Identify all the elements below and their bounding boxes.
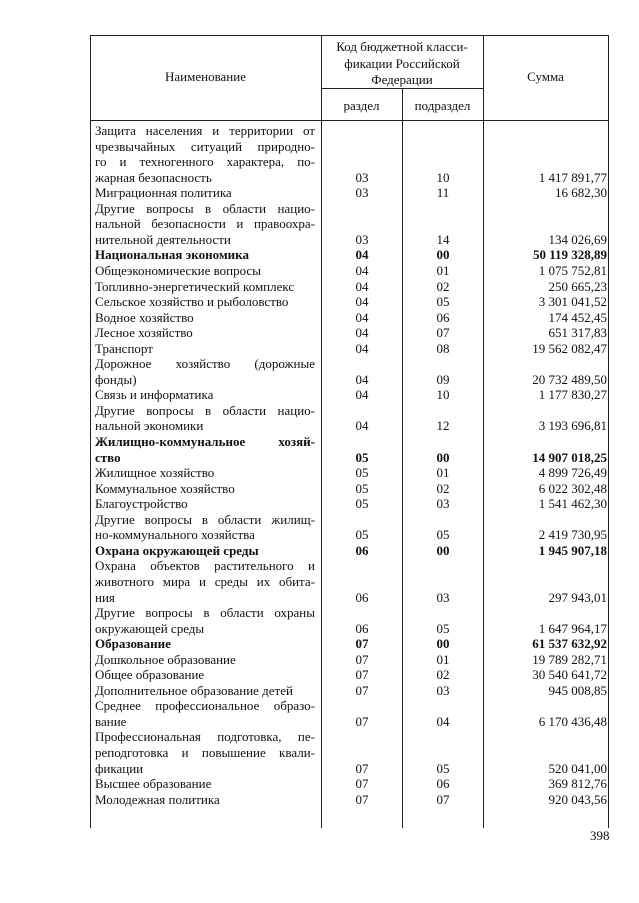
row-name-line: Другие вопросы в области нацио-	[95, 200, 315, 216]
row-name-line: Молодежная политика	[95, 791, 220, 807]
row-section: 06	[355, 589, 369, 605]
row-sum: 1 647 964,17	[538, 620, 607, 636]
row-sum: 3 301 041,52	[538, 294, 607, 310]
row-name-line: Водное хозяйство	[95, 309, 194, 325]
row-sum: 61 537 632,92	[532, 636, 607, 652]
row-sum: 19 562 082,47	[532, 340, 607, 356]
row-subsection: 07	[436, 325, 450, 341]
row-name-line: Защита населения и территории от	[95, 123, 315, 138]
row-subsection: 05	[436, 760, 450, 776]
row-sum: 520 041,00	[548, 760, 607, 776]
row-name-line: Другие вопросы в области охраны	[95, 605, 315, 621]
row-subsection: 00	[436, 247, 450, 263]
row-sum: 920 043,56	[548, 791, 607, 807]
row-name-line: Транспорт	[95, 340, 153, 356]
row-sum: 50 119 328,89	[532, 247, 607, 263]
header-section: раздел	[343, 98, 380, 113]
row-sum: 3 193 696,81	[538, 418, 607, 434]
row-sum: 1 417 891,77	[538, 169, 607, 185]
row-name-line: Сельское хозяйство и рыболовство	[95, 294, 289, 310]
row-name-line: нительной деятельности	[95, 231, 231, 247]
row-section: 07	[355, 651, 369, 667]
row-sum: 20 732 489,50	[532, 371, 607, 387]
table-top-border	[90, 35, 608, 36]
row-sum: 1 945 907,18	[538, 542, 607, 558]
row-name-line: Дорожное хозяйство (дорожные	[95, 356, 315, 372]
row-sum: 369 812,76	[548, 776, 607, 792]
row-section: 07	[355, 667, 369, 683]
row-section: 04	[355, 325, 369, 341]
row-subsection: 05	[436, 620, 450, 636]
row-section: 04	[355, 371, 369, 387]
row-name-line: ство	[95, 449, 121, 465]
row-name-line: Высшее образование	[95, 776, 212, 792]
row-subsection: 10	[436, 169, 450, 185]
row-name-line: Лесное хозяйство	[95, 325, 193, 341]
header-name: Наименование	[165, 69, 246, 84]
row-section: 05	[355, 527, 369, 543]
row-name-line: но-коммунального хозяйства	[95, 527, 255, 543]
row-section: 05	[355, 480, 369, 496]
row-name-line: чрезвычайных ситуаций природно-	[95, 138, 315, 154]
row-name-line: реподготовка и повышение квали-	[95, 745, 315, 760]
row-name-line: Связь и информатика	[95, 387, 214, 403]
page-number: 398	[590, 828, 610, 843]
row-name-line: Топливно-энергетический комплекс	[95, 278, 295, 294]
row-name-line: нальной экономики	[95, 418, 204, 434]
row-section: 06	[355, 620, 369, 636]
row-name-line: фонды)	[95, 371, 137, 387]
row-name-line: жарная безопасность	[95, 169, 212, 185]
row-name-line: Общее образование	[95, 667, 205, 683]
row-name-line: Среднее профессиональное образо-	[95, 698, 315, 714]
row-sum: 6 170 436,48	[538, 713, 607, 729]
row-subsection: 05	[436, 527, 450, 543]
row-section: 03	[355, 185, 369, 201]
row-name-line: Дошкольное образование	[95, 651, 236, 667]
row-name-line: Другие вопросы в области нацио-	[95, 402, 315, 418]
row-sum: 6 022 302,48	[538, 480, 607, 496]
row-name-line: нальной безопасности и правоохра-	[95, 216, 315, 232]
row-name-line: Благоустройство	[95, 496, 188, 512]
header-code-line-2: фикации Российской	[344, 56, 460, 71]
row-section: 04	[355, 294, 369, 310]
row-section: 05	[355, 496, 369, 512]
row-section: 07	[355, 713, 369, 729]
row-section: 05	[355, 465, 369, 481]
row-section: 04	[355, 387, 369, 403]
row-subsection: 08	[436, 340, 450, 356]
code-subheader-line	[321, 88, 483, 89]
row-subsection: 02	[436, 278, 450, 294]
row-section: 04	[355, 418, 369, 434]
row-name-line: Общеэкономические вопросы	[95, 262, 261, 278]
row-sum: 945 008,85	[548, 682, 607, 698]
row-subsection: 03	[436, 682, 450, 698]
header-code-line-3: Федерации	[371, 72, 433, 87]
row-subsection: 11	[436, 185, 450, 201]
row-name-line: Охрана объектов растительного и	[95, 558, 315, 574]
row-section: 07	[355, 776, 369, 792]
header-bottom-line	[90, 120, 608, 121]
row-sum: 1 177 830,27	[538, 387, 607, 403]
row-subsection: 01	[436, 262, 450, 278]
row-sum: 297 943,01	[548, 589, 607, 605]
row-section: 04	[355, 309, 369, 325]
row-section: 04	[355, 247, 369, 263]
row-subsection: 00	[436, 542, 450, 558]
row-section: 04	[355, 278, 369, 294]
row-name-line: Жилищное хозяйство	[95, 465, 215, 481]
row-sum: 1 541 462,30	[538, 496, 607, 512]
row-subsection: 03	[436, 589, 450, 605]
row-name-line: фикации	[95, 760, 144, 776]
row-subsection: 04	[436, 713, 450, 729]
row-subsection: 00	[436, 449, 450, 465]
row-subsection: 07	[436, 791, 450, 807]
row-subsection: 06	[436, 309, 450, 325]
row-section: 06	[355, 542, 369, 558]
row-name-line: Коммунальное хозяйство	[95, 480, 235, 496]
row-section: 04	[355, 262, 369, 278]
row-subsection: 02	[436, 667, 450, 683]
row-sum: 16 682,30	[555, 185, 607, 201]
row-sum: 1 075 752,81	[538, 262, 607, 278]
row-subsection: 06	[436, 776, 450, 792]
row-sum: 134 026,69	[548, 231, 607, 247]
row-subsection: 14	[436, 231, 450, 247]
row-sum: 30 540 641,72	[532, 667, 607, 683]
row-name-line: Миграционная политика	[95, 185, 232, 201]
row-section: 07	[355, 682, 369, 698]
row-section: 07	[355, 791, 369, 807]
row-name-line: Другие вопросы в области жилищ-	[95, 511, 315, 527]
row-subsection: 02	[436, 480, 450, 496]
row-section: 03	[355, 169, 369, 185]
row-section: 03	[355, 231, 369, 247]
row-sum: 651 317,83	[548, 325, 607, 341]
table-left-border	[90, 35, 91, 828]
header-code-line-1: Код бюджетной класси-	[336, 39, 468, 54]
row-sum: 2 419 730,95	[538, 527, 607, 543]
row-sum: 19 789 282,71	[532, 651, 607, 667]
row-subsection: 01	[436, 651, 450, 667]
row-section: 07	[355, 636, 369, 652]
row-section: 05	[355, 449, 369, 465]
row-sum: 250 665,23	[548, 278, 607, 294]
row-name-line: Охрана окружающей среды	[95, 542, 259, 558]
row-section: 04	[355, 340, 369, 356]
row-name-line: Образование	[95, 636, 171, 652]
row-subsection: 00	[436, 636, 450, 652]
row-subsection: 03	[436, 496, 450, 512]
row-sum: 4 899 726,49	[538, 465, 607, 481]
row-name-line: вание	[95, 713, 127, 729]
table-right-border	[608, 35, 609, 828]
row-subsection: 10	[436, 387, 450, 403]
row-subsection: 12	[436, 418, 450, 434]
row-section: 07	[355, 760, 369, 776]
row-name-line: ния	[95, 589, 115, 605]
row-name-line: Национальная экономика	[95, 247, 249, 263]
row-name-line: животного мира и среды их обита-	[95, 573, 315, 589]
row-subsection: 01	[436, 465, 450, 481]
row-sum: 174 452,45	[548, 309, 607, 325]
row-subsection: 09	[436, 371, 450, 387]
header-sum: Сумма	[527, 69, 564, 84]
row-subsection: 05	[436, 294, 450, 310]
row-name-line: Дополнительное образование детей	[95, 682, 293, 698]
row-name-line: го и техногенного характера, по-	[95, 154, 315, 170]
row-name-line: окружающей среды	[95, 620, 205, 636]
header-subsection: подраздел	[414, 98, 471, 113]
row-name-line: Жилищно-коммунальное хозяй-	[95, 434, 315, 449]
row-sum: 14 907 018,25	[532, 449, 607, 465]
row-name-line: Профессиональная подготовка, пе-	[95, 729, 315, 745]
